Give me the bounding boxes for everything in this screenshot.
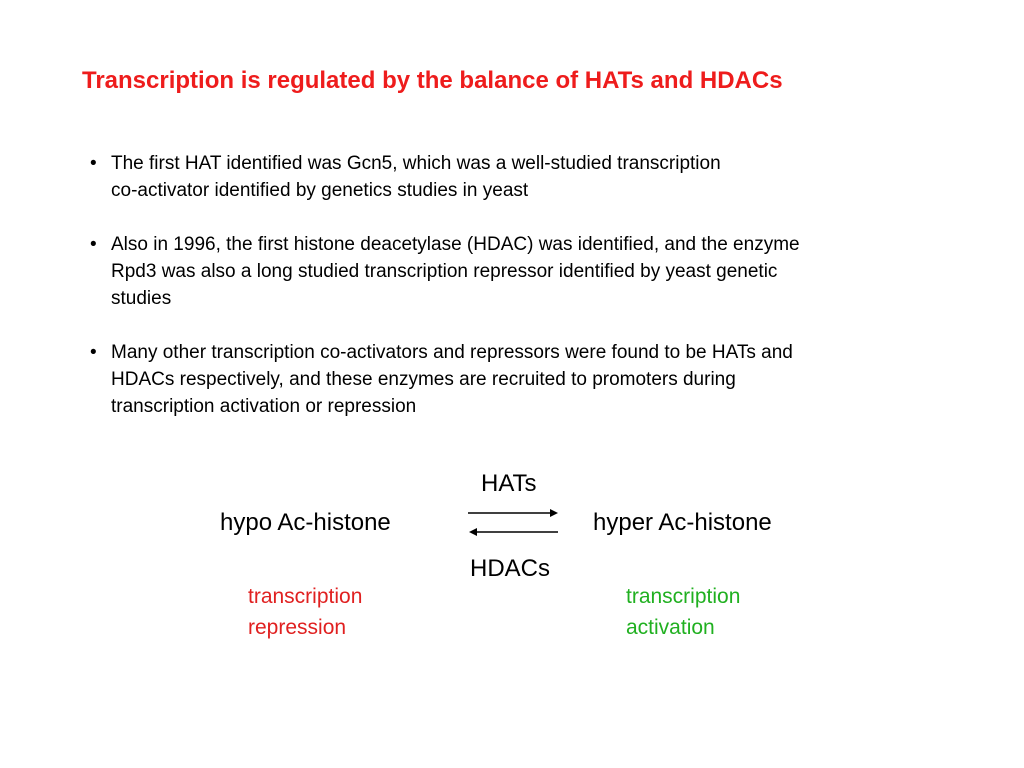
forward-arrowhead bbox=[550, 509, 558, 517]
bullet-line: transcription activation or repression bbox=[111, 396, 417, 417]
bullet-line: co-activator identified by genetics studies in yeast bbox=[111, 180, 529, 201]
reverse-arrowhead bbox=[469, 528, 477, 536]
left-state-label: hypo Ac-histone bbox=[220, 509, 391, 536]
bullet-marker: • bbox=[90, 234, 97, 255]
equilibrium-arrows-icon bbox=[466, 504, 562, 544]
forward-enzyme-label: HATs bbox=[481, 470, 537, 497]
right-outcome-label bbox=[626, 581, 740, 643]
slide-title: Transcription is regulated by the balance of HATs and HDACs bbox=[82, 67, 783, 94]
bullet-item bbox=[87, 150, 967, 204]
right-outcome-line: activation bbox=[626, 616, 715, 639]
bullet-line: studies bbox=[111, 288, 172, 309]
bullet-marker: • bbox=[90, 153, 97, 174]
left-outcome-label bbox=[248, 581, 362, 643]
bullet-marker: • bbox=[90, 342, 97, 363]
left-outcome-line: repression bbox=[248, 616, 347, 639]
right-state-label: hyper Ac-histone bbox=[593, 509, 772, 536]
bullet-line: Many other transcription co-activators and repressors were found to be HATs and bbox=[111, 342, 793, 363]
bullet-line: Also in 1996, the first histone deacetylase (HDAC) was identified, and the enzyme bbox=[111, 234, 800, 255]
bullet-line: The first HAT identified was Gcn5, which was a well-studied transcription bbox=[111, 153, 721, 174]
left-outcome-line: transcription bbox=[248, 585, 363, 608]
bullet-list bbox=[87, 150, 967, 447]
bullet-line: Rpd3 was also a long studied transcription repressor identified by yeast genetic bbox=[111, 261, 778, 282]
bullet-item bbox=[87, 231, 967, 312]
bullet-item bbox=[87, 339, 967, 420]
reverse-enzyme-label: HDACs bbox=[470, 555, 551, 582]
bullet-line: HDACs respectively, and these enzymes are recruited to promoters during bbox=[111, 369, 736, 390]
right-outcome-line: transcription bbox=[626, 585, 741, 608]
